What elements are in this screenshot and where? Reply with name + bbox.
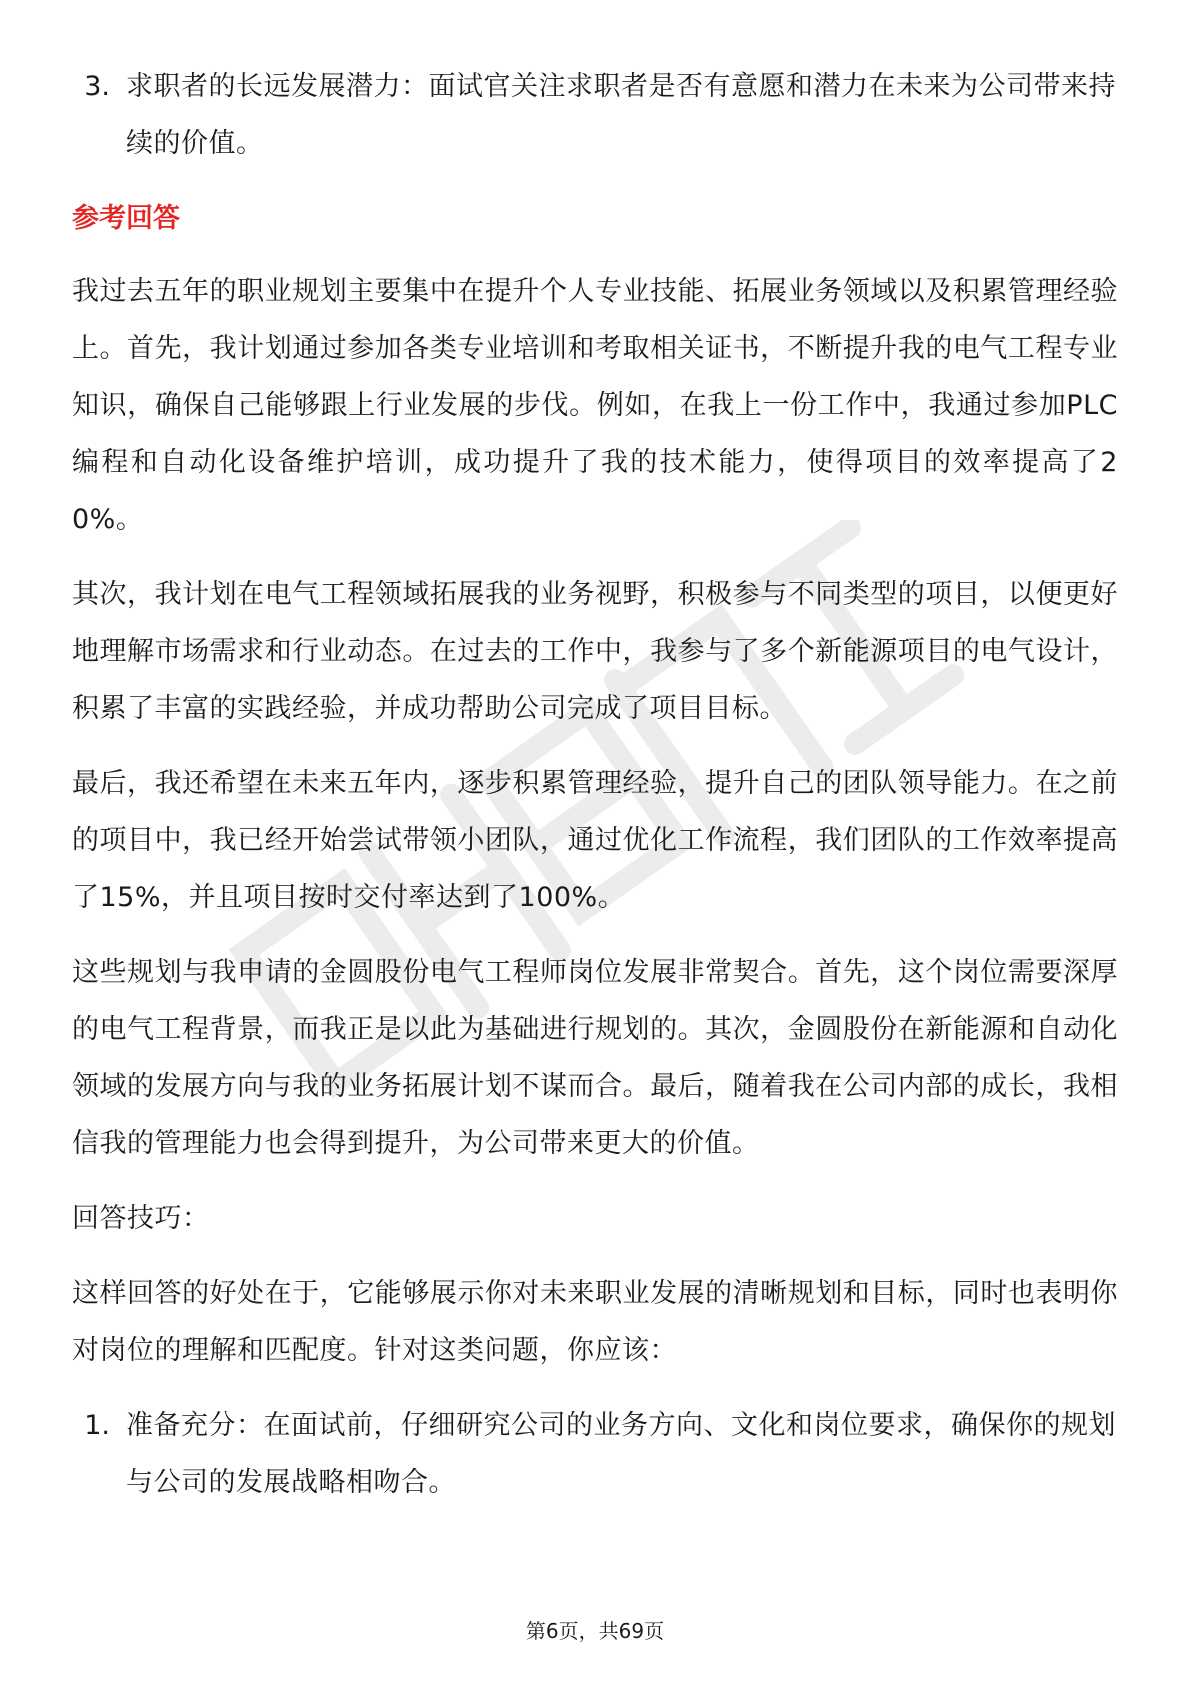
list-item [72,1397,1118,1511]
list-number: 3. [84,71,110,102]
page-footer: 第6页，共69页 [525,1619,665,1643]
list-item [72,58,1118,172]
list-text: 准备充分：在面试前，仔细研究公司的业务方向、文化和岗位要求，确保你的规划与公司的发展战略相吻合。 [126,1410,1116,1498]
tips-intro: 这样回答的好处在于，它能够展示你对未来职业发展的清晰规划和目标，同时也表明你对岗位的理解和匹配度。针对这类问题，你应该： [72,1278,1118,1366]
main-content [72,58,1118,1511]
answer-paragraph: 这些规划与我申请的金圆股份电气工程师岗位发展非常契合。首先，这个岗位需要深厚的电气工程背景，而我正是以此为基础进行规划的。其次，金圆股份在新能源和自动化领域的发展方向与我的业务拓展计划不谋而合。最后，随着我在公司内部的成长，我相信我的管理能力也会得到提升，为公司带来更大的价值。 [72,957,1118,1159]
list-number: 1. [84,1410,110,1441]
list-text: 求职者的长远发展潜力：面试官关注求职者是否有意愿和潜力在未来为公司带来持续的价值。 [126,71,1116,159]
answer-paragraph: 最后，我还希望在未来五年内，逐步积累管理经验，提升自己的团队领导能力。在之前的项目中，我已经开始尝试带领小团队，通过优化工作流程，我们团队的工作效率提高了15%，并且项目按时交付率达到了100%。 [72,768,1118,913]
tips-heading: 回答技巧： [72,1203,210,1234]
answer-paragraph: 我过去五年的职业规划主要集中在提升个人专业技能、拓展业务领域以及积累管理经验上。首先，我计划通过参加各类专业培训和考取相关证书，不断提升我的电气工程专业知识，确保自己能够跟上行业发展的步伐。例如，在我上一份工作中，我通过参加PLC编程和自动化设备维护培训，成功提升了我的技术能力，使得项目的效率提高了20%。 [72,276,1118,535]
reference-answer-heading: 参考回答 [72,203,180,234]
answer-paragraph: 其次，我计划在电气工程领域拓展我的业务视野，积极参与不同类型的项目，以便更好地理解市场需求和行业动态。在过去的工作中，我参与了多个新能源项目的电气设计，积累了丰富的实践经验，并成功帮助公司完成了项目目标。 [72,579,1118,724]
